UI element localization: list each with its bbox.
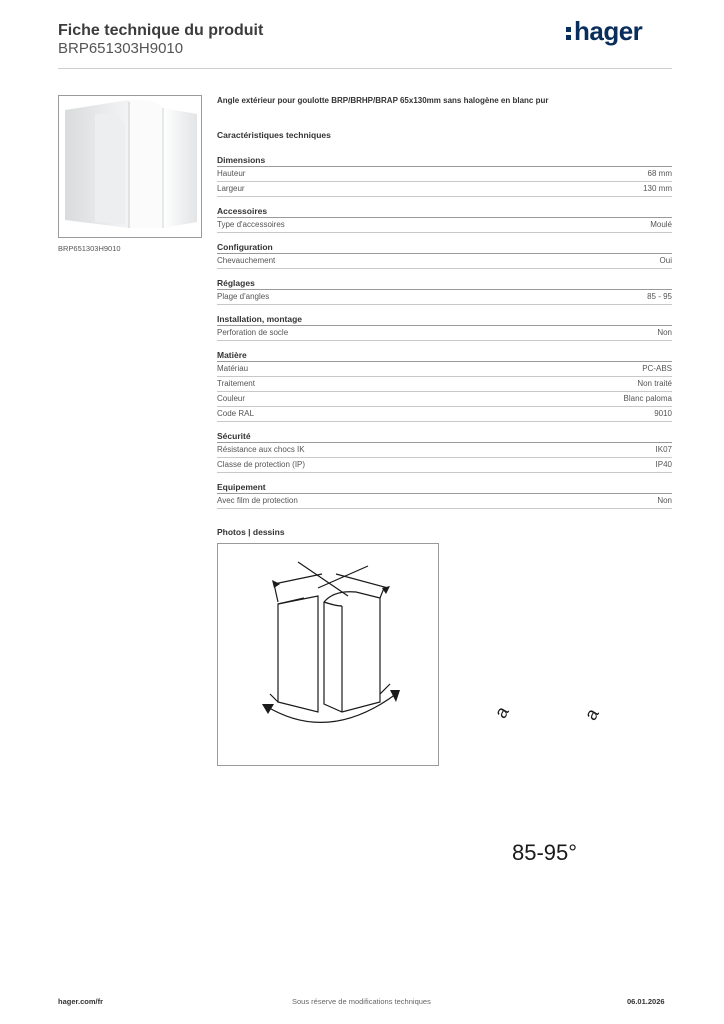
footer-disclaimer: Sous réserve de modifications techniques (292, 997, 431, 1006)
spec-label: Couleur (217, 394, 246, 403)
spec-row (217, 362, 672, 377)
spec-label: Plage d'angles (217, 292, 270, 301)
spec-section (217, 349, 672, 422)
dimension-letter-right: a (580, 704, 603, 724)
spec-section (217, 241, 672, 269)
spec-row (217, 290, 672, 305)
page-title: Fiche technique du produit (58, 22, 264, 39)
spec-label: Chevauchement (217, 256, 276, 265)
spec-section-title: Matière (217, 349, 672, 362)
main-content (217, 96, 672, 865)
header-divider (58, 68, 672, 69)
spec-label: Type d'accessoires (217, 220, 285, 229)
corner-piece-photo-icon (59, 96, 201, 237)
spec-section (217, 481, 672, 509)
spec-label: Largeur (217, 184, 245, 193)
spec-section (217, 313, 672, 341)
corner-drawing-icon (218, 544, 438, 765)
spec-row (217, 377, 672, 392)
spec-row (217, 218, 672, 233)
spec-row (217, 326, 672, 341)
spec-row (217, 407, 672, 422)
spec-value: PC-ABS (642, 364, 672, 373)
spec-label: Perforation de socle (217, 328, 289, 337)
technical-drawing (217, 543, 603, 865)
spec-row (217, 458, 672, 473)
spec-label: Classe de protection (IP) (217, 460, 306, 469)
spec-value: Non (657, 328, 672, 337)
spec-label: Hauteur (217, 169, 246, 178)
spec-label: Résistance aux chocs IK (217, 445, 305, 454)
thumbnail-caption: BRP651303H9010 (58, 244, 121, 253)
spec-section (217, 430, 672, 473)
spec-value: 68 mm (647, 169, 672, 178)
spec-row (217, 443, 672, 458)
photos-heading: Photos | dessins (217, 527, 285, 537)
spec-label: Code RAL (217, 409, 254, 418)
spec-label: Matériau (217, 364, 249, 373)
spec-section (217, 277, 672, 305)
spec-value: 130 mm (643, 184, 672, 193)
specs-sections (217, 154, 672, 509)
logo-text: hager (574, 16, 643, 46)
product-description: Angle extérieur pour goulotte BRP/BRHP/BRAP 65x130mm sans halogène en blanc pur (217, 96, 549, 105)
spec-row (217, 392, 672, 407)
spec-value: 9010 (654, 409, 672, 418)
spec-section (217, 154, 672, 197)
spec-value: Non traité (637, 379, 672, 388)
spec-value: IK07 (655, 445, 672, 454)
spec-section-title: Equipement (217, 481, 672, 494)
spec-row (217, 182, 672, 197)
spec-section-title: Réglages (217, 277, 672, 290)
spec-value: Oui (659, 256, 672, 265)
spec-section-title: Accessoires (217, 205, 672, 218)
spec-section-title: Dimensions (217, 154, 672, 167)
footer-website[interactable]: hager.com/fr (58, 997, 104, 1006)
product-code: BRP651303H9010 (58, 40, 184, 57)
spec-section-title: Configuration (217, 241, 672, 254)
spec-section-title: Installation, montage (217, 313, 672, 326)
spec-section (217, 205, 672, 233)
spec-value: 85 - 95 (647, 292, 672, 301)
dimension-letter-left: a (490, 702, 513, 722)
spec-value: IP40 (655, 460, 672, 469)
spec-label: Traitement (217, 379, 255, 388)
hager-logo (566, 16, 642, 47)
spec-label: Avec film de protection (217, 496, 298, 505)
footer-date: 06.01.2026 (627, 997, 665, 1006)
spec-value: Blanc paloma (623, 394, 672, 403)
logo-dots-icon (566, 24, 572, 43)
spec-row (217, 494, 672, 509)
spec-section-title: Sécurité (217, 430, 672, 443)
spec-value: Moulé (650, 220, 672, 229)
specs-heading: Caractéristiques techniques (217, 130, 331, 140)
spec-row (217, 167, 672, 182)
spec-row (217, 254, 672, 269)
product-thumbnail (58, 95, 202, 238)
angle-label: 85-95° (512, 840, 578, 865)
spec-value: Non (657, 496, 672, 505)
